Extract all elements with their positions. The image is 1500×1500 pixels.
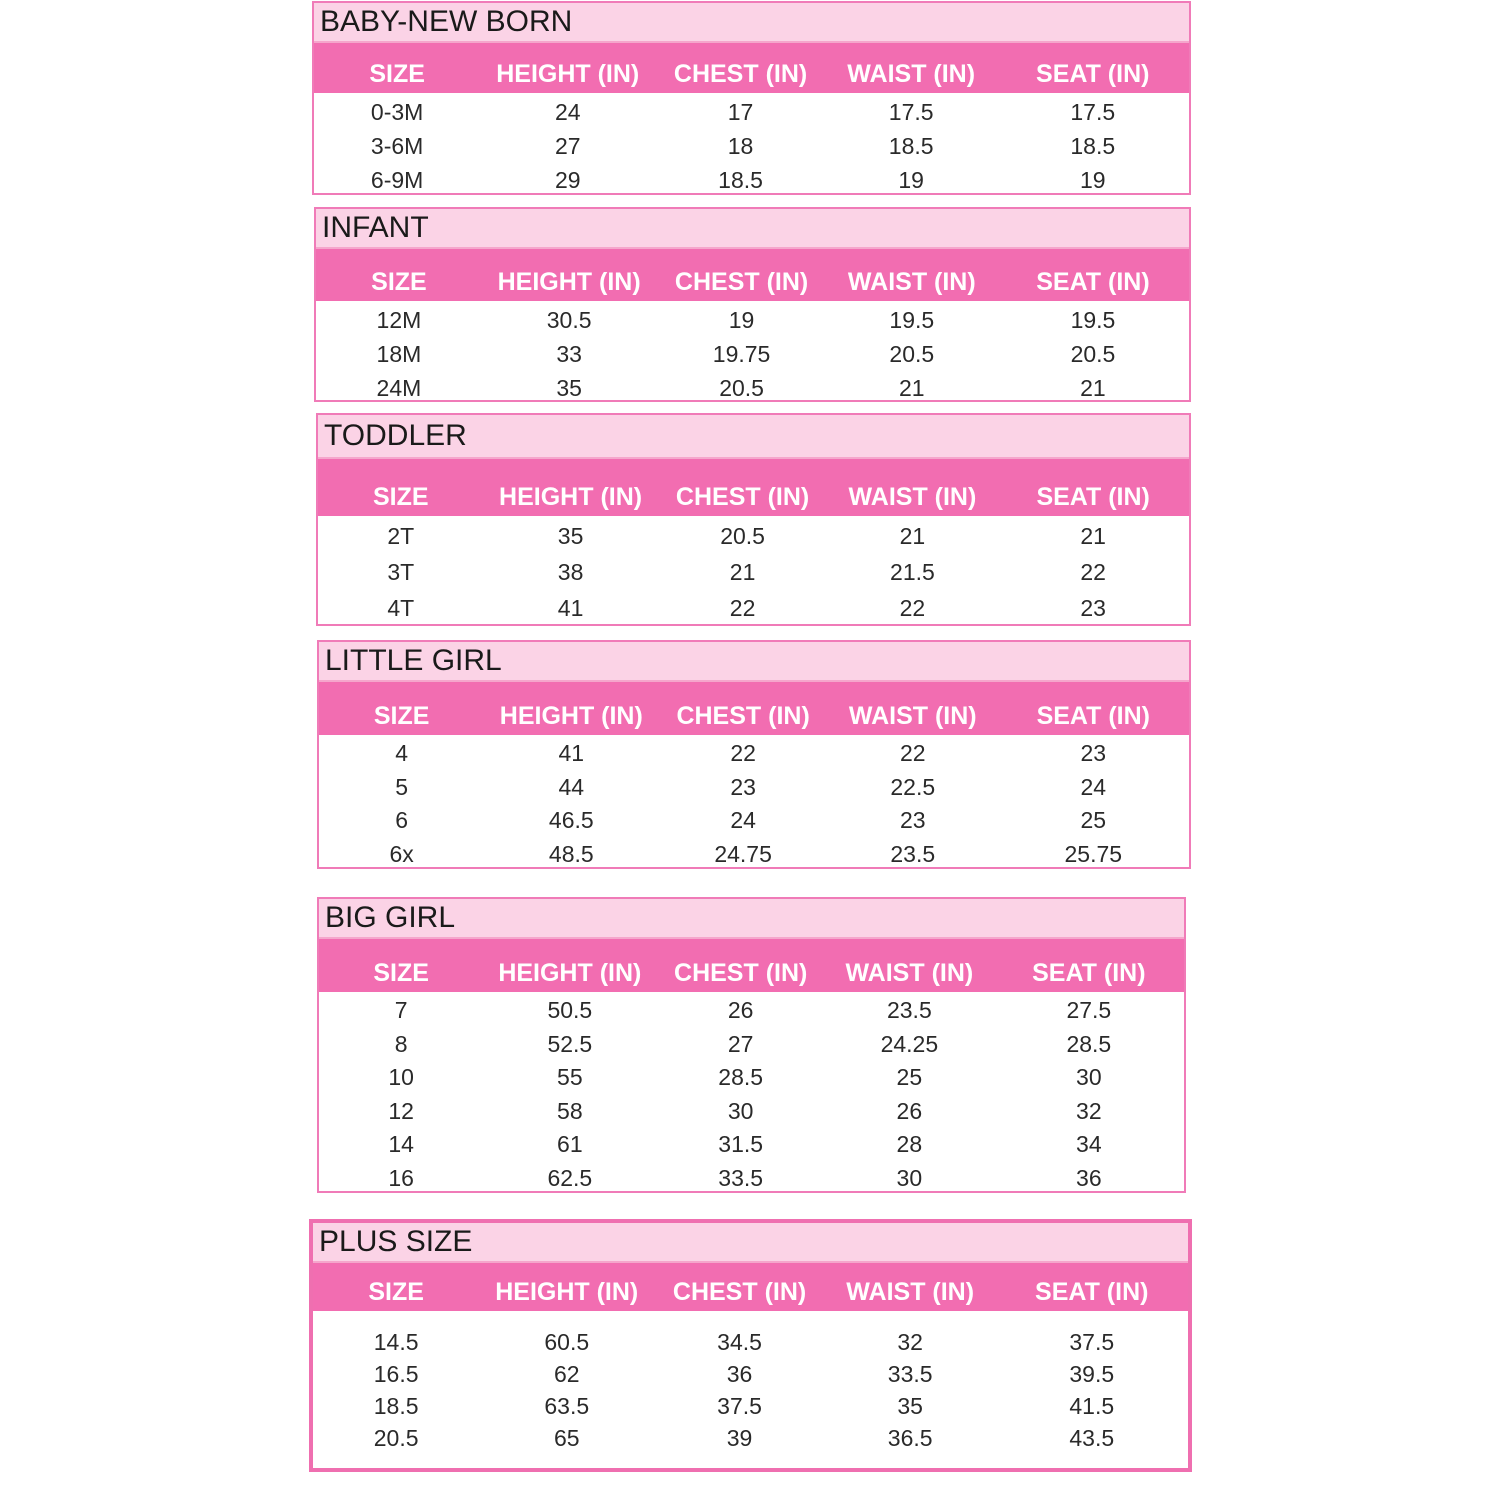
column-header-row	[316, 249, 1189, 301]
cell-seat: 39.5	[1069, 1360, 1115, 1387]
table-row	[319, 838, 1189, 872]
column-header-waist: WAIST (IN)	[848, 483, 977, 511]
cell-size: 4T	[387, 594, 415, 621]
cell-seat: 18.5	[1070, 132, 1116, 159]
cell-waist: 26	[896, 1097, 923, 1124]
cell-chest: 18.5	[718, 166, 763, 193]
table-row	[319, 771, 1189, 805]
column-header-seat: SEAT (IN)	[1035, 1278, 1149, 1306]
column-header-height: HEIGHT (IN)	[498, 959, 642, 987]
cell-chest: 26	[727, 997, 754, 1024]
cell-height: 46.5	[548, 807, 594, 834]
column-header-waist: WAIST (IN)	[848, 702, 977, 730]
column-header-seat: SEAT (IN)	[1036, 268, 1150, 296]
cell-size: 0-3M	[370, 98, 424, 125]
cell-waist: 28	[896, 1131, 923, 1158]
table-row	[318, 518, 1189, 554]
cell-chest: 33.5	[718, 1164, 764, 1191]
cell-height: 30.5	[546, 306, 592, 333]
column-header-size: SIZE	[368, 1278, 424, 1306]
table-body	[316, 301, 1189, 405]
cell-height: 55	[557, 1064, 583, 1091]
cell-chest: 39	[726, 1424, 753, 1451]
section-title: LITTLE GIRL	[319, 642, 1189, 682]
size-chart-plus-size	[309, 1219, 1192, 1472]
cell-chest: 28.5	[718, 1064, 764, 1091]
column-header-seat: SEAT (IN)	[1032, 959, 1146, 987]
cell-chest: 31.5	[718, 1131, 764, 1158]
cell-seat: 17.5	[1070, 98, 1116, 125]
section-title: INFANT	[316, 209, 1189, 249]
cell-seat: 30	[1076, 1064, 1102, 1091]
cell-chest: 24	[730, 807, 756, 834]
table-row	[314, 129, 1189, 163]
cell-chest: 19.75	[712, 340, 771, 367]
cell-height: 44	[558, 773, 585, 800]
cell-waist: 21	[899, 522, 926, 549]
table-body	[314, 93, 1189, 197]
section-title: BIG GIRL	[319, 899, 1184, 939]
cell-height: 61	[557, 1131, 583, 1158]
column-header-row	[319, 682, 1189, 735]
cell-height: 58	[557, 1097, 583, 1124]
cell-seat: 24	[1080, 773, 1107, 800]
cell-height: 41	[557, 594, 584, 621]
cell-height: 41	[558, 740, 585, 767]
size-chart-infant	[314, 207, 1191, 402]
cell-chest: 23	[730, 773, 756, 800]
cell-waist: 19.5	[889, 306, 935, 333]
column-header-size: SIZE	[372, 483, 429, 511]
table-row	[319, 737, 1189, 771]
column-header-row	[318, 459, 1189, 516]
column-header-chest: CHEST (IN)	[672, 1278, 807, 1306]
cell-seat: 43.5	[1069, 1424, 1115, 1451]
column-header-row	[314, 43, 1189, 93]
column-header-chest: CHEST (IN)	[676, 702, 810, 730]
table-row	[313, 1326, 1188, 1358]
column-header-waist: WAIST (IN)	[847, 268, 976, 296]
cell-seat: 25.75	[1064, 840, 1123, 867]
table-row	[314, 95, 1189, 129]
cell-height: 65	[553, 1424, 580, 1451]
cell-height: 52.5	[547, 1030, 593, 1057]
cell-waist: 19	[898, 166, 924, 193]
table-body	[313, 1311, 1188, 1454]
column-header-seat: SEAT (IN)	[1036, 483, 1150, 511]
cell-size: 16.5	[373, 1360, 419, 1387]
cell-seat: 27.5	[1066, 997, 1112, 1024]
cell-waist: 35	[897, 1392, 923, 1419]
cell-waist: 20.5	[889, 340, 935, 367]
table-row	[314, 163, 1189, 197]
cell-size: 3-6M	[370, 132, 424, 159]
cell-seat: 25	[1080, 807, 1107, 834]
cell-chest: 21	[729, 558, 756, 585]
cell-size: 2T	[387, 522, 415, 549]
cell-chest: 17	[727, 98, 754, 125]
cell-height: 60.5	[544, 1328, 590, 1355]
size-chart-toddler	[316, 413, 1191, 626]
cell-chest: 24.75	[714, 840, 772, 867]
cell-size: 16	[388, 1164, 414, 1191]
cell-waist: 18.5	[888, 132, 934, 159]
table-row	[313, 1422, 1188, 1454]
cell-waist: 17.5	[888, 98, 934, 125]
cell-seat: 19	[1079, 166, 1106, 193]
table-row	[319, 994, 1184, 1028]
cell-size: 12M	[376, 306, 422, 333]
cell-chest: 22	[729, 594, 756, 621]
cell-height: 35	[556, 374, 582, 401]
cell-size: 20.5	[373, 1424, 419, 1451]
cell-size: 6-9M	[370, 166, 424, 193]
cell-chest: 20.5	[719, 374, 764, 401]
cell-height: 35	[557, 522, 584, 549]
cell-chest: 30	[727, 1097, 754, 1124]
table-body	[319, 735, 1189, 871]
cell-size: 10	[388, 1064, 414, 1091]
cell-waist: 23.5	[886, 997, 932, 1024]
cell-waist: 23.5	[890, 840, 936, 867]
cell-size: 4	[395, 740, 409, 767]
column-header-row	[313, 1263, 1188, 1311]
cell-height: 50.5	[547, 997, 593, 1024]
column-header-size: SIZE	[369, 60, 425, 88]
cell-seat: 19.5	[1070, 306, 1116, 333]
column-header-waist: WAIST (IN)	[846, 1278, 975, 1306]
cell-seat: 36	[1076, 1164, 1102, 1191]
cell-seat: 41.5	[1069, 1392, 1115, 1419]
column-header-height: HEIGHT (IN)	[496, 60, 640, 88]
table-row	[318, 554, 1189, 590]
cell-chest: 37.5	[717, 1392, 762, 1419]
column-header-waist: WAIST (IN)	[847, 60, 976, 88]
table-row	[316, 337, 1189, 371]
cell-waist: 32	[897, 1328, 923, 1355]
column-header-height: HEIGHT (IN)	[497, 268, 641, 296]
cell-seat: 20.5	[1070, 340, 1116, 367]
cell-waist: 21	[899, 374, 925, 401]
cell-height: 38	[557, 558, 584, 585]
column-header-size: SIZE	[373, 959, 429, 987]
cell-chest: 36	[726, 1360, 753, 1387]
table-body	[319, 992, 1184, 1195]
column-header-chest: CHEST (IN)	[675, 483, 810, 511]
section-title: PLUS SIZE	[313, 1223, 1188, 1263]
cell-chest: 22	[730, 740, 756, 767]
cell-seat: 21	[1080, 522, 1106, 549]
column-header-waist: WAIST (IN)	[845, 959, 974, 987]
cell-size: 14	[388, 1131, 414, 1158]
cell-size: 7	[394, 997, 408, 1024]
table-row	[316, 303, 1189, 337]
table-row	[313, 1358, 1188, 1390]
cell-chest: 20.5	[720, 522, 765, 549]
cell-height: 24	[554, 98, 581, 125]
cell-size: 8	[394, 1030, 408, 1057]
cell-height: 27	[554, 132, 581, 159]
table-row	[319, 1162, 1184, 1196]
cell-height: 62.5	[547, 1164, 593, 1191]
cell-size: 18.5	[373, 1392, 419, 1419]
cell-waist: 22	[899, 740, 926, 767]
cell-chest: 19	[728, 306, 755, 333]
cell-seat: 37.5	[1069, 1328, 1115, 1355]
cell-waist: 23	[899, 807, 926, 834]
cell-waist: 33.5	[887, 1360, 933, 1387]
cell-seat: 32	[1076, 1097, 1102, 1124]
column-header-seat: SEAT (IN)	[1036, 702, 1150, 730]
table-row	[318, 590, 1189, 626]
cell-height: 63.5	[544, 1392, 590, 1419]
cell-size: 6	[395, 807, 409, 834]
column-header-size: SIZE	[373, 702, 430, 730]
table-row	[319, 1061, 1184, 1095]
section-title: TODDLER	[318, 415, 1189, 459]
cell-waist: 22	[899, 594, 926, 621]
cell-size: 24M	[376, 374, 422, 401]
column-header-chest: CHEST (IN)	[674, 268, 809, 296]
cell-waist: 24.25	[880, 1030, 939, 1057]
table-row	[319, 1128, 1184, 1162]
column-header-chest: CHEST (IN)	[674, 959, 808, 987]
size-chart-little-girl	[317, 640, 1191, 869]
cell-waist: 30	[896, 1164, 923, 1191]
column-header-height: HEIGHT (IN)	[495, 1278, 639, 1306]
cell-seat: 23	[1080, 594, 1106, 621]
cell-seat: 23	[1080, 740, 1107, 767]
cell-seat: 34	[1076, 1131, 1102, 1158]
cell-height: 33	[556, 340, 582, 367]
cell-chest: 34.5	[717, 1328, 762, 1355]
cell-size: 18M	[376, 340, 422, 367]
column-header-chest: CHEST (IN)	[673, 60, 808, 88]
column-header-seat: SEAT (IN)	[1036, 60, 1150, 88]
table-row	[316, 371, 1189, 405]
cell-size: 12	[388, 1097, 414, 1124]
cell-waist: 21.5	[890, 558, 935, 585]
table-row	[319, 1028, 1184, 1062]
section-title: BABY-NEW BORN	[314, 3, 1189, 43]
cell-chest: 27	[727, 1030, 754, 1057]
table-row	[319, 804, 1189, 838]
cell-height: 48.5	[548, 840, 594, 867]
cell-size: 14.5	[373, 1328, 419, 1355]
table-body	[318, 516, 1189, 626]
column-header-row	[319, 939, 1184, 992]
cell-seat: 21	[1080, 374, 1106, 401]
table-row	[319, 1095, 1184, 1129]
cell-size: 3T	[387, 558, 415, 585]
cell-seat: 22	[1080, 558, 1106, 585]
cell-seat: 28.5	[1066, 1030, 1112, 1057]
size-chart-baby-new-born	[312, 1, 1191, 195]
cell-height: 62	[553, 1360, 580, 1387]
cell-waist: 25	[896, 1064, 923, 1091]
cell-chest: 18	[727, 132, 754, 159]
cell-size: 6x	[389, 840, 414, 867]
cell-height: 29	[554, 166, 581, 193]
cell-waist: 36.5	[887, 1424, 933, 1451]
cell-size: 5	[395, 773, 409, 800]
column-header-height: HEIGHT (IN)	[499, 702, 643, 730]
size-chart-big-girl	[317, 897, 1186, 1193]
column-header-size: SIZE	[371, 268, 427, 296]
cell-waist: 22.5	[890, 773, 936, 800]
table-row	[313, 1390, 1188, 1422]
column-header-height: HEIGHT (IN)	[499, 483, 643, 511]
